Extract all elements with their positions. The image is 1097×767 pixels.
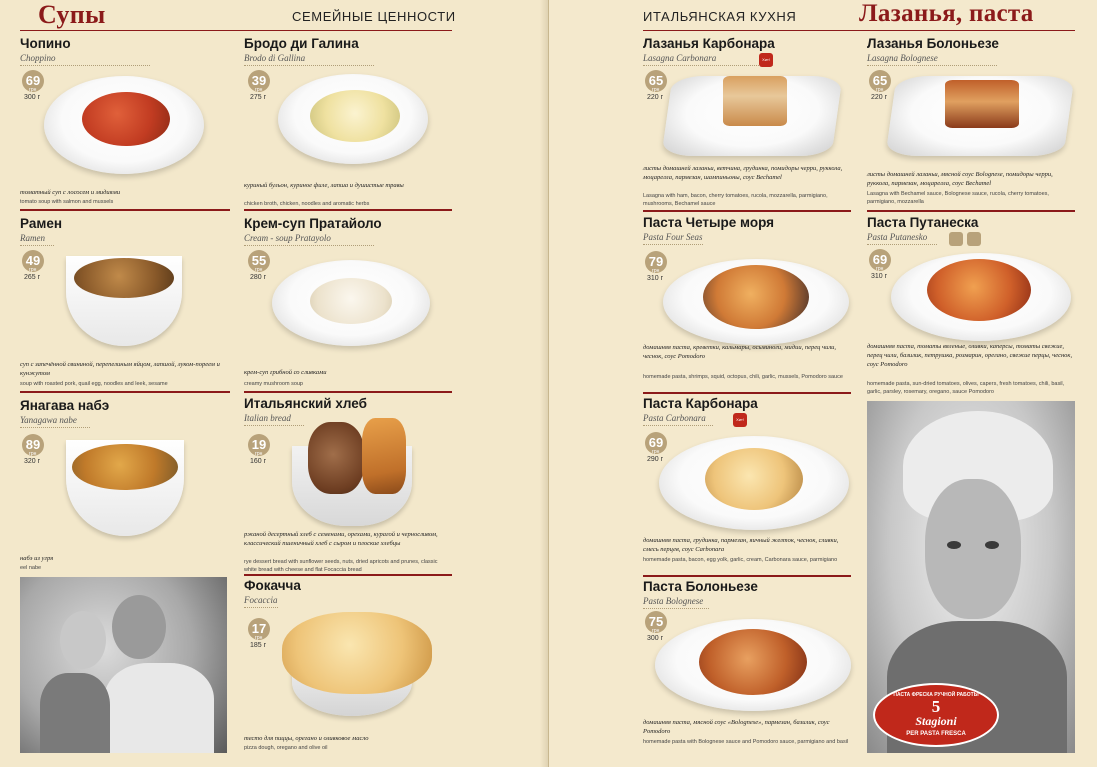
menu-item-italian-bread[interactable] — [244, 396, 454, 574]
eel-nabe — [72, 444, 178, 490]
vegetarian-icon — [949, 232, 963, 246]
logo-number: 5 — [931, 697, 941, 716]
subtitle-rule — [643, 425, 713, 426]
description-ru: домашняя паста, томаты вяленые, оливки, каперсы, томаты свежие, перец чили, базилик, петрушка, розмарин, орегано, свежие перцы, чеснок, соус Pomodoro — [867, 343, 1073, 368]
series-title-family-values: СЕМЕЙНЫЕ ЦЕННОСТИ — [292, 9, 456, 24]
price-currency: грн — [652, 87, 660, 93]
price-badge: 69 — [869, 249, 891, 271]
subtitle-rule — [20, 65, 150, 66]
description-en: homemade pasta, sun-dried tomatoes, olives, capers, fresh tomatoes, chili, basil, garlic, parsley, rosemary, oregano, sauce Pomodoro — [867, 381, 1065, 395]
subtitle-rule — [867, 244, 937, 245]
price-currency: грн — [29, 267, 37, 273]
description-en: Lasagna with ham, bacon, cherry tomatoes, rucola, mozzarella, parmigiano, mushrooms, Bechamel sauce — [643, 193, 828, 207]
price-badge: 65 — [645, 70, 667, 92]
description-ru: куриный бульон, куриное филе, лапша и душистые травы — [244, 182, 404, 189]
price-currency: грн — [652, 449, 660, 455]
logo-top-text: ПАСТА ФРЕСКА РУЧНОЙ РАБОТЫ — [893, 692, 979, 698]
item-subtitle: Pasta Four Seas — [643, 232, 703, 242]
item-divider — [244, 209, 452, 211]
price-badge: 19 — [248, 434, 270, 456]
header-rule — [20, 30, 452, 31]
item-name: Паста Карбонара — [643, 396, 758, 411]
bolognese-pasta — [699, 629, 807, 695]
item-weight: 280 г — [250, 274, 267, 281]
menu-item-pasta-putanesca[interactable] — [867, 215, 1077, 399]
price-badge: 69 — [22, 70, 44, 92]
description-ru: тесто для пиццы, орегано и оливковое масло — [244, 735, 369, 742]
menu-item-brodo-di-gallina[interactable] — [244, 36, 454, 206]
price-currency: грн — [652, 628, 660, 634]
subtitle-rule — [244, 607, 278, 608]
item-subtitle: Choppino — [20, 53, 56, 63]
seafood-pasta — [703, 265, 809, 329]
description-ru: листы домашней лазаньи, мясной соус Bolognese, помидоры черри, руккола, пармезан, моцарелла, соус Bechamel — [867, 171, 1053, 187]
description-en: homemade pasta, shrimps, squid, octopus, chili, garlic, mussels, Pomodoro sauce — [643, 374, 843, 380]
price-badge: 65 — [869, 70, 891, 92]
price-badge: 69 — [645, 432, 667, 454]
putanesca-pasta — [927, 259, 1031, 321]
item-divider — [867, 210, 1075, 212]
description-en: chicken broth, chicken, noodles and aromatic herbs — [244, 201, 370, 207]
item-name: Паста Путанеска — [867, 215, 979, 230]
section-title-lasagna-pasta: Лазанья, паста — [859, 0, 1034, 27]
price-currency: грн — [29, 87, 37, 93]
ramen-noodles — [74, 258, 174, 298]
item-name: Бродо ди Галина — [244, 36, 359, 51]
description-en: Lasagna with Bechamel sauce, Bolognese sauce, rucola, cherry tomatoes, parmigiano, mozzarella — [867, 191, 1049, 205]
description-ru: домашняя паста, грудинка, пармезан, яичный желток, чеснок, сливки, смесь перцев, соус Carbonara — [643, 537, 839, 553]
menu-item-pasta-four-seas[interactable] — [643, 215, 853, 391]
item-name: Паста Четыре моря — [643, 215, 775, 230]
hit-badge: Хит! — [759, 53, 773, 67]
item-subtitle: Lasagna Carbonara — [643, 53, 717, 63]
hit-badge: Хит! — [733, 413, 747, 427]
item-weight: 320 г — [24, 458, 41, 465]
soup-with-mussels — [82, 92, 170, 146]
price-badge: 49 — [22, 250, 44, 272]
item-subtitle: Yanagawa nabe — [20, 415, 77, 425]
item-name: Лазанья Болоньезе — [867, 36, 999, 51]
cream-soup — [310, 278, 392, 324]
description-ru: томатный суп с лососем и мидиями — [20, 189, 121, 196]
item-subtitle: Brodo di Gallina — [244, 53, 306, 63]
item-subtitle: Ramen — [20, 233, 45, 243]
item-name: Итальянский хлеб — [244, 396, 367, 411]
description-en: homemade pasta with Bolognese sauce and Pomodoro sauce, parmigiano and basil — [643, 739, 849, 745]
subtitle-rule — [244, 245, 374, 246]
item-divider — [244, 574, 452, 576]
menu-item-lasagna-carbonara[interactable] — [643, 36, 853, 208]
price-currency: грн — [255, 87, 263, 93]
item-weight: 300 г — [24, 94, 41, 101]
spicy-icon — [967, 232, 981, 246]
menu-item-choppino[interactable] — [20, 36, 230, 206]
item-name: Янагава набэ — [20, 398, 110, 413]
item-subtitle: Pasta Bolognese — [643, 596, 704, 606]
girl-face — [925, 479, 1021, 619]
lasagna-slice — [945, 80, 1019, 128]
menu-item-pasta-carbonara[interactable] — [643, 396, 853, 574]
subtitle-rule — [20, 427, 90, 428]
man-shirt — [104, 663, 214, 753]
logo-brand: Stagioni — [915, 714, 957, 728]
logo-5-stagioni — [873, 683, 999, 747]
header-rule — [643, 30, 1075, 31]
item-weight: 310 г — [871, 273, 888, 280]
menu-item-ramen[interactable] — [20, 216, 230, 388]
right-eye — [985, 541, 999, 549]
menu-item-lasagna-bolognese[interactable] — [867, 36, 1077, 208]
section-title-soups: Супы — [38, 0, 106, 29]
bread-sticks — [362, 418, 406, 494]
item-divider — [20, 391, 230, 393]
price-badge: 17 — [248, 618, 270, 640]
chicken-broth — [310, 90, 400, 142]
price-badge: 39 — [248, 70, 270, 92]
price-badge: 55 — [248, 250, 270, 272]
item-divider — [20, 209, 230, 211]
price-currency: грн — [876, 87, 884, 93]
price-badge: 75 — [645, 611, 667, 633]
item-weight: 300 г — [647, 635, 664, 642]
series-title-italian-cuisine: ИТАЛЬЯНСКАЯ КУХНЯ — [643, 9, 797, 24]
subtitle-rule — [643, 608, 709, 609]
price-currency: грн — [652, 268, 660, 274]
price-badge: 89 — [22, 434, 44, 456]
item-name: Чопино — [20, 36, 71, 51]
right-menu-page — [549, 0, 1097, 767]
price-currency: грн — [255, 451, 263, 457]
item-name: Крем-суп Пратайоло — [244, 216, 382, 231]
woman-face — [60, 611, 106, 669]
item-name: Рамен — [20, 216, 62, 231]
item-subtitle: Lasagna Bolognese — [867, 53, 938, 63]
item-weight: 290 г — [647, 456, 664, 463]
description-ru: суп с запечённой свининой, перепелиным яйцом, лапшой, луком-пореем и кунжутом — [20, 361, 220, 377]
description-ru: крем-суп грибной со сливками — [244, 369, 327, 376]
item-weight: 275 г — [250, 94, 267, 101]
item-weight: 220 г — [647, 94, 664, 101]
left-eye — [947, 541, 961, 549]
item-weight: 185 г — [250, 642, 267, 649]
description-en: creamy mushroom soup — [244, 381, 303, 387]
description-ru: домашняя паста, креветки, кальмары, осьминоги, мидии, перец чили, чеснок, соус Pomodoro — [643, 344, 837, 360]
subtitle-rule — [643, 65, 773, 66]
item-divider — [643, 392, 851, 394]
item-weight: 265 г — [24, 274, 41, 281]
item-divider — [244, 391, 452, 393]
subtitle-rule — [643, 244, 703, 245]
lasagna-slice — [723, 76, 787, 126]
logo-bottom-text: PER PASTA FRESCA — [906, 731, 966, 737]
item-weight: 160 г — [250, 458, 267, 465]
item-name: Паста Болоньезе — [643, 579, 758, 594]
subtitle-rule — [20, 245, 54, 246]
subtitle-rule — [244, 65, 374, 66]
description-en: homemade pasta, bacon, egg yolk, garlic, cream, Carbonara sauce, parmigiano — [643, 557, 838, 563]
description-ru: набэ из угря — [20, 555, 54, 562]
item-subtitle: Cream - soup Pratayolo — [244, 233, 331, 243]
woman-body — [40, 673, 110, 753]
description-ru: ржаной десертный хлеб с семенами, орехами, курагой и черносливом, классический пшеничный хлеб с сыром и плоские хлебцы — [244, 531, 438, 547]
item-divider — [643, 210, 851, 212]
man-face — [112, 595, 166, 659]
price-currency: грн — [255, 267, 263, 273]
description-en: pizza dough, oregano and olive oil — [244, 745, 328, 751]
description-ru: домашняя паста, мясной соус «Bolognese», пармезан, базилик, соус Pomodoro — [643, 719, 830, 735]
description-ru: листы домашней лазаньи, ветчина, грудинка, помидоры черри, руккола, моцарелла, пармезан, шампиньоны, соус Bechamel — [643, 165, 843, 181]
menu-item-cream-soup[interactable] — [244, 216, 454, 388]
price-currency: грн — [876, 266, 884, 272]
carbonara-pasta — [705, 448, 803, 510]
subtitle-rule — [244, 425, 304, 426]
price-currency: грн — [255, 635, 263, 641]
item-subtitle: Pasta Putanesko — [867, 232, 928, 242]
item-divider — [643, 575, 851, 577]
item-name: Фокачча — [244, 578, 301, 593]
menu-item-pasta-bolognese[interactable] — [643, 579, 853, 759]
price-currency: грн — [29, 451, 37, 457]
dish-photo-focaccia — [282, 612, 432, 694]
description-en: soup with roasted pork, quail egg, noodles and leek, sesame — [20, 381, 168, 387]
item-name: Лазанья Карбонара — [643, 36, 775, 51]
item-subtitle: Pasta Carbonara — [643, 413, 706, 423]
item-subtitle: Focaccia — [244, 595, 278, 605]
menu-item-focaccia[interactable] — [244, 578, 454, 754]
description-en: tomato soup with salmon and mussels — [20, 199, 114, 205]
price-badge: 79 — [645, 251, 667, 273]
subtitle-rule — [867, 65, 997, 66]
description-en: eel nabe — [20, 565, 42, 571]
item-weight: 220 г — [871, 94, 888, 101]
item-subtitle: Italian bread — [244, 413, 291, 423]
rye-bread — [308, 422, 364, 494]
item-weight: 310 г — [647, 275, 664, 282]
description-en: rye dessert bread with sunflower seeds, nuts, dried apricots and prunes, classic white bread with cheese and flat Focaccia bread — [244, 559, 438, 573]
couple-photo — [20, 577, 227, 753]
menu-item-yanagawa-nabe[interactable] — [20, 398, 230, 574]
